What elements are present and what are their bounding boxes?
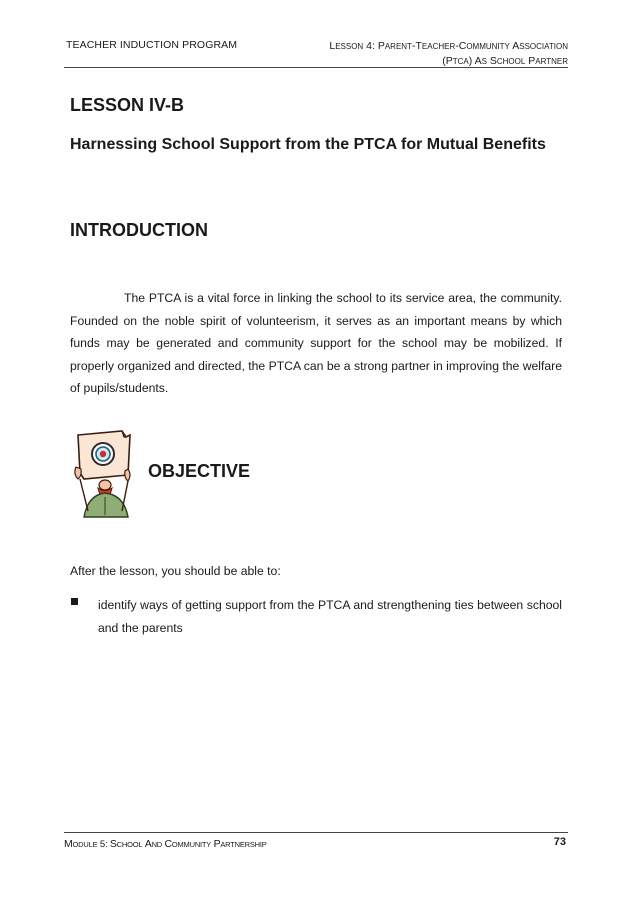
header-lesson-line-2: (PTCA) AS SCHOOL PARTNER bbox=[442, 55, 568, 67]
footer-module-title: MODULE 5: SCHOOL AND COMMUNITY PARTNERSHIP bbox=[64, 838, 267, 850]
footer-divider bbox=[64, 832, 568, 833]
objectives-lead: After the lesson, you should be able to: bbox=[70, 564, 281, 578]
target-sign-icon bbox=[72, 427, 138, 519]
list-item bbox=[70, 594, 562, 639]
square-bullet-icon bbox=[71, 598, 78, 605]
header-program-title: TEACHER INDUCTION PROGRAM bbox=[66, 39, 238, 51]
objective-heading: OBJECTIVE bbox=[148, 461, 251, 481]
lesson-title: Harnessing School Support from the PTCA for Mutual Benefits bbox=[70, 136, 546, 153]
lesson-label: LESSON IV-B bbox=[70, 95, 185, 115]
header-divider bbox=[64, 67, 568, 68]
objective-item-text: identify ways of getting support from the PTCA and strengthening ties between school and the parents bbox=[98, 598, 562, 635]
introduction-heading: INTRODUCTION bbox=[70, 220, 208, 240]
header-lesson-line-1: LESSON 4: PARENT-TEACHER-COMMUNITY ASSOCIATION bbox=[329, 40, 568, 52]
header-lesson-title bbox=[268, 39, 568, 69]
introduction-paragraph: The PTCA is a vital force in linking the school to its service area, the community. Founded on the noble spirit of volunteerism, it serves as an important means by which funds may be generated and community support for the school may be mobilized. If properly organized and directed, the PTCA can be a strong partner in improving the welfare of pupils/students. bbox=[70, 291, 562, 396]
page-number: 73 bbox=[553, 836, 566, 848]
